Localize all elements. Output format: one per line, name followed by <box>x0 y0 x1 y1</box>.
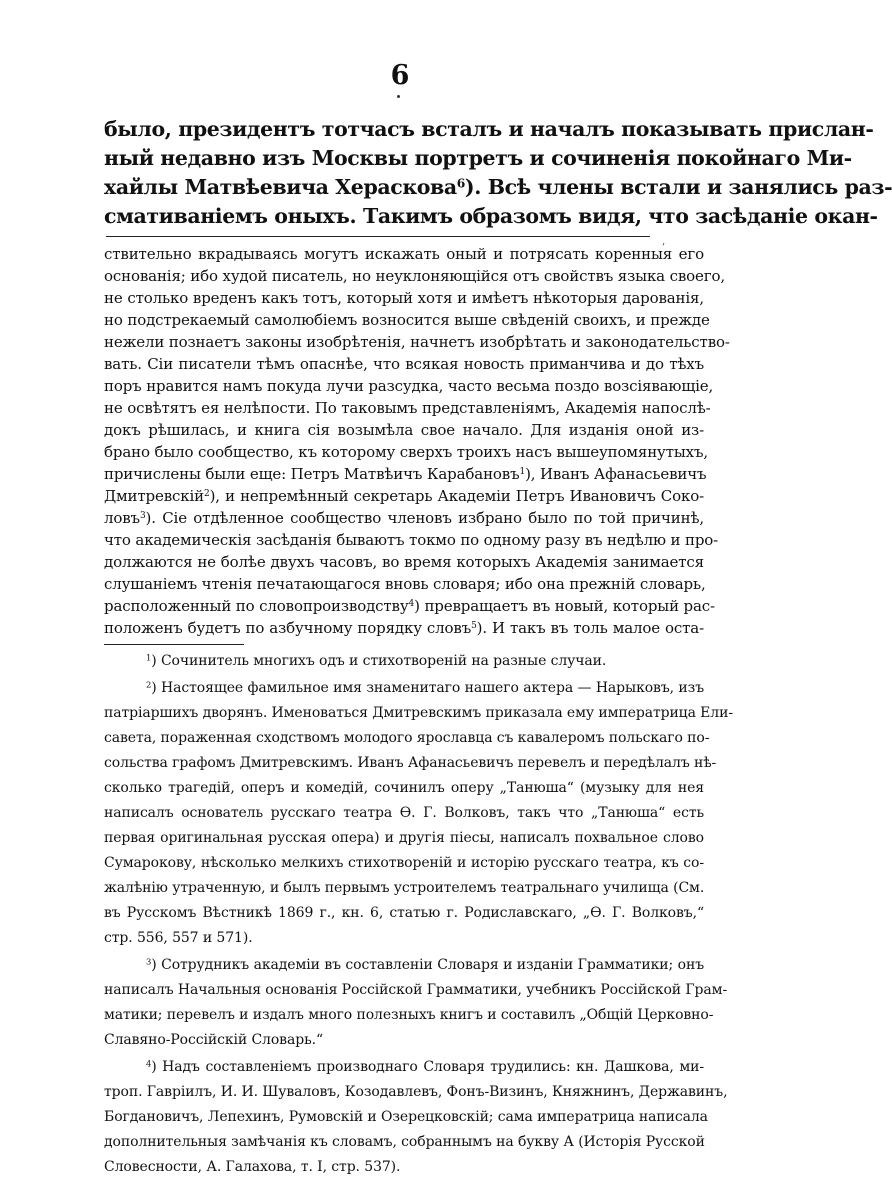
main-line-2: ный недавно изъ Москвы портретъ и сочиненія покойнаго Ми- <box>104 146 852 170</box>
footnote-2-text: ) Настоящее фамильное имя знаменитаго нашего актера — Нарыковъ, изъ <box>151 680 704 696</box>
cont-line-11-tail: ), Иванъ Афанасьевичъ <box>525 465 707 483</box>
footnote-ref-6: 6 <box>456 175 465 191</box>
footnote-1-line-1 <box>146 653 704 669</box>
footnote-ref-1: 1 <box>519 467 526 478</box>
footnote-4-text: ) Надъ составленіемъ производнаго Словаря трудились: кн. Дашкова, ми- <box>151 1059 704 1075</box>
page-dot <box>397 95 400 98</box>
footnote-2-line-5: сколько трагедій, оперъ и комедій, сочинилъ оперу „Танюша“ (музыку для нея <box>104 780 704 796</box>
cont-line-11-text: причислены были еще: Петръ Матвѣичъ Карабановъ <box>104 465 520 483</box>
cont-line-12-tail: ), и непремѣнный секретарь Академіи Петръ Ивановичъ Соко- <box>209 487 704 505</box>
footnote-ref-3: 3 <box>139 511 146 522</box>
footnote-ref-2: 2 <box>204 489 210 500</box>
cont-line-9: докъ рѣшилась, и книга сія возымѣла свое начало. Для изданія оной из- <box>104 421 704 439</box>
footnote-2-line-3: савета, пораженная сходствомъ молодого ярославца съ кавалеромъ польскаго по- <box>104 730 710 746</box>
footnote-4-line-5: Словесности, А. Галахова, т. I, стр. 537). <box>104 1159 401 1175</box>
footnote-3-line-1 <box>146 957 704 973</box>
footnote-3-text: ) Сотрудникъ академіи въ составленіи Словаря и изданіи Грамматики; онъ <box>151 957 704 973</box>
footnote-2-line-11: стр. 556, 557 и 571). <box>104 930 253 946</box>
cont-line-3: не столько вреденъ какъ тотъ, который хотя и имѣетъ нѣкоторыя дарованія, <box>104 289 704 307</box>
cont-line-12 <box>104 487 704 505</box>
cont-line-18-tail: ). И такъ въ толь малое оста- <box>476 619 704 637</box>
footnote-2-line-1 <box>146 680 704 696</box>
cont-line-11 <box>104 465 707 483</box>
cont-line-7: поръ нравится намъ покуда лучи разсудка, часто весьма поздо возсіявающіе, <box>104 377 714 395</box>
footnote-3-line-4: Славяно-Россійскій Словарь.“ <box>104 1032 323 1048</box>
main-line-3-tail: ). Всѣ члены встали и занялись раз- <box>464 175 892 199</box>
main-line-1: было, президентъ тотчасъ всталъ и началъ показывать прислан- <box>104 117 874 141</box>
footnote-4-line-2: троп. Гавріилъ, И. И. Шуваловъ, Козодавлевъ, Фонъ-Визинъ, Княжнинъ, Державинъ, <box>104 1084 728 1100</box>
footnote-2-marker: 2 <box>146 679 152 690</box>
cont-line-18-text: положенъ будетъ по азбучному порядку словъ <box>104 619 472 637</box>
footnote-2-line-4: сольства графомъ Дмитревскимъ. Иванъ Афанасьевичъ перевелъ и передѣлалъ нѣ- <box>104 755 717 771</box>
cont-line-16: слушаніемъ чтенія печатающагося вновь словаря; ибо она прежній словарь, <box>104 575 706 593</box>
cont-line-13 <box>104 509 704 527</box>
cont-line-10: брано было сообщество, къ которому сверхъ троихъ насъ вышеупомянутыхъ, <box>104 443 708 461</box>
footnote-1-text: ) Сочинитель многихъ одъ и стихотвореній на разные случаи. <box>151 653 607 669</box>
footnote-4-line-4: дополнительныя замѣчанія къ словамъ, собраннымъ на букву А (Исторія Русской <box>104 1134 705 1150</box>
footnote-4-line-3: Богдановичъ, Лепехинъ, Румовскій и Озерецковскій; сама императрица написала <box>104 1109 708 1125</box>
cont-line-8: не освѣтятъ ея нелѣпости. По таковымъ представленіямъ, Академія напослѣ- <box>104 399 711 417</box>
main-line-4: смативаніемъ оныхъ. Такимъ образомъ видя, что засѣданіе окан- <box>104 204 878 228</box>
cont-line-1: ствительно вкрадываясь могутъ искажать оный и потрясать коренныя его <box>104 245 704 263</box>
cont-line-13-tail: ). Сіе отдѣленное сообщество членовъ избрано было по той причинѣ, <box>145 509 704 527</box>
cont-line-2: основанія; ибо худой писатель, но неуклоняющійся отъ свойствъ языка своего, <box>104 267 725 285</box>
footnote-2-line-10: въ Русскомъ Вѣстникѣ 1869 г., кн. 6, статью г. Родиславскаго, „Ѳ. Г. Волковъ,“ <box>104 905 704 921</box>
cont-line-12-text: Дмитревскій <box>104 487 205 505</box>
footnote-4-marker: 4 <box>146 1058 152 1069</box>
footnote-2-line-6: написалъ основатель русскаго театра Ѳ. Г. Волковъ, такъ что „Танюша“ есть <box>104 805 704 821</box>
footnote-divider <box>104 644 244 645</box>
cont-line-17 <box>104 597 715 615</box>
main-line-3-text: хайлы Матвѣевича Хераскова <box>104 175 457 199</box>
footnote-ref-4: 4 <box>408 599 415 610</box>
footnote-3-line-3: матики; перевелъ и издалъ много полезныхъ книгъ и составилъ „Общій Церковно- <box>104 1007 714 1023</box>
footnote-2-line-2: патріаршихъ дворянъ. Именоваться Дмитревскимъ приказала ему императрица Ели- <box>104 705 733 721</box>
section-divider <box>106 236 650 237</box>
cont-line-14: что академическія засѣданія бываютъ токмо по одному разу въ недѣлю и про- <box>104 531 719 549</box>
cont-line-13-text: ловъ <box>104 509 140 527</box>
footnote-ref-5: 5 <box>471 621 477 632</box>
footnote-3-line-2: написалъ Начальныя основанія Россійской Грамматики, учебникъ Россійской Грам- <box>104 982 728 998</box>
cont-line-6: вать. Сіи писатели тѣмъ опаснѣе, что всякая новость приманчива и до тѣхъ <box>104 355 704 373</box>
cont-line-4: но подстрекаемый самолюбіемъ возносится выше свѣденій своихъ, и прежде <box>104 311 710 329</box>
stray-mark: ‚ <box>662 236 666 247</box>
cont-line-5: нежели познаетъ законы изобрѣтенія, начнетъ изобрѣтать и законодательство- <box>104 333 730 351</box>
footnote-2-line-8: Сумарокову, нѣсколько мелкихъ стихотвореній и исторію русскаго театра, къ со- <box>104 855 704 871</box>
footnote-2-line-7: первая оригинальная русская опера) и другія піесы, написалъ похвальное слово <box>104 830 704 846</box>
footnote-2-line-9: жалѣнію утраченную, и былъ первымъ устроителемъ театральнаго училища (См. <box>104 880 705 896</box>
cont-line-18 <box>104 619 704 637</box>
footnote-1-marker: 1 <box>146 652 152 663</box>
main-line-3 <box>104 175 892 199</box>
footnote-4-line-1 <box>146 1059 704 1075</box>
cont-line-17-text: расположенный по словопроизводству <box>104 597 409 615</box>
footnote-3-marker: 3 <box>146 956 152 967</box>
page-number: 6 <box>390 60 410 91</box>
cont-line-15: должаются не болѣе двухъ часовъ, во время которыхъ Академія занимается <box>104 553 704 571</box>
cont-line-17-tail: ) превращаетъ въ новый, который рас- <box>414 597 715 615</box>
